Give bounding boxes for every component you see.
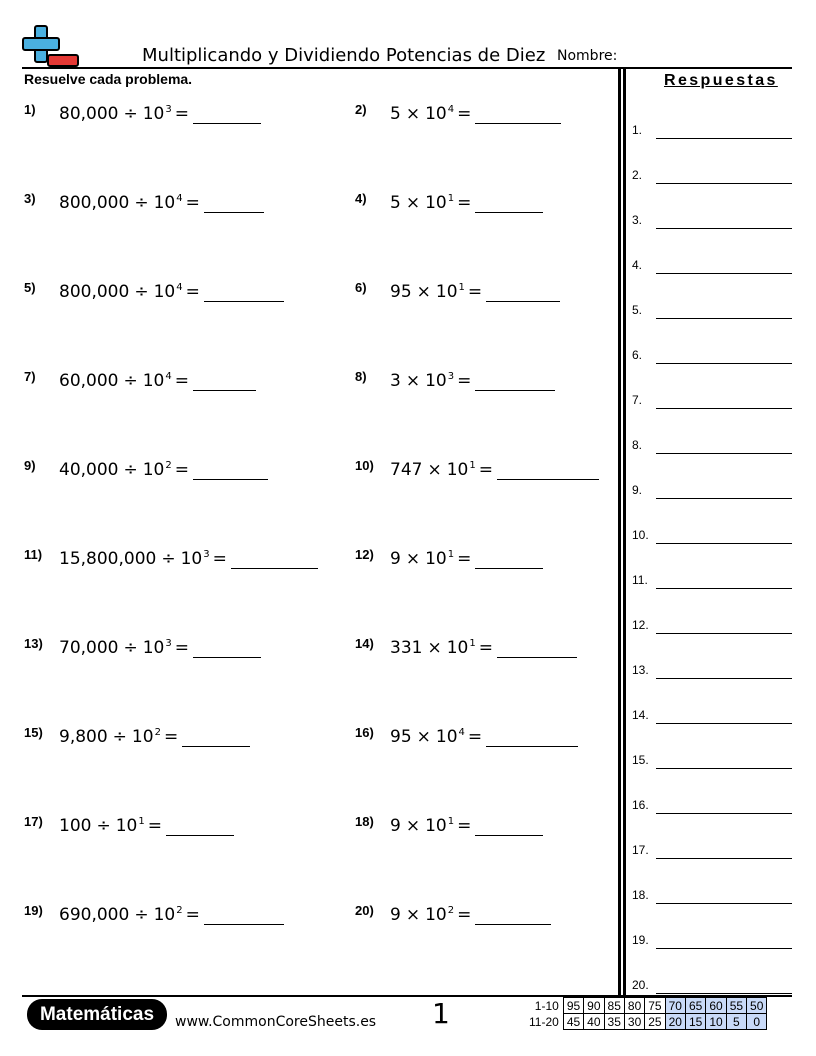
problem-base: 747 (390, 460, 423, 480)
problem-expression (390, 905, 551, 925)
problem-exponent: 3 (203, 549, 210, 560)
answer-line[interactable] (656, 768, 792, 769)
problem-exponent: 1 (447, 549, 455, 560)
answer-line[interactable] (656, 453, 792, 454)
answer-row[interactable] (632, 526, 792, 546)
answer-number: 19. (632, 933, 649, 947)
problem-expression (59, 727, 250, 747)
problem-operator: ÷ (96, 816, 111, 836)
answer-blank[interactable] (475, 907, 551, 925)
answer-number: 2. (632, 168, 643, 182)
power-base: 10 (115, 816, 138, 836)
answer-line[interactable] (656, 678, 792, 679)
answer-number: 9. (632, 483, 643, 497)
score-cell: 75 (645, 998, 665, 1014)
score-cell: 30 (624, 1014, 644, 1030)
problem-expression (390, 549, 543, 569)
equals-sign: = (163, 727, 179, 747)
answer-line[interactable] (656, 228, 792, 229)
problem-expression (59, 816, 234, 836)
problem-number: 13) (24, 636, 43, 651)
problem-operator: ÷ (134, 282, 149, 302)
problem-exponent: 3 (165, 104, 172, 115)
answer-number: 14. (632, 708, 649, 722)
problem-exponent: 2 (176, 905, 183, 916)
answer-line[interactable] (656, 318, 792, 319)
answer-row[interactable] (632, 256, 792, 276)
answer-line[interactable] (656, 273, 792, 274)
problem-exponent: 1 (447, 193, 455, 204)
equals-sign: = (174, 460, 189, 480)
problem-number: 18) (355, 814, 374, 829)
answer-blank[interactable] (475, 818, 543, 836)
problem-number: 15) (24, 725, 43, 740)
plus-minus-logo (22, 24, 80, 68)
equals-sign: = (457, 816, 472, 836)
problem-base: 9 (390, 549, 401, 569)
answer-number: 8. (632, 438, 643, 452)
answers-title: Respuestas (664, 72, 778, 89)
answer-blank[interactable] (193, 462, 268, 480)
answer-row[interactable] (632, 301, 792, 321)
problem-base: 70,000 (59, 638, 119, 658)
power-base: 10 (425, 549, 447, 569)
answer-row[interactable] (632, 976, 792, 996)
problem-number: 20) (355, 903, 374, 918)
score-cell: 70 (665, 998, 685, 1014)
equals-sign: = (174, 638, 189, 658)
score-cell: 20 (665, 1014, 685, 1030)
problem-base: 95 (390, 282, 412, 302)
problem-number: 4) (355, 191, 367, 206)
answer-line[interactable] (656, 903, 792, 904)
answer-blank[interactable] (475, 106, 561, 124)
score-cell: 50 (747, 998, 767, 1014)
answer-row[interactable] (632, 346, 792, 366)
answer-column-divider (618, 69, 626, 996)
power-base: 10 (153, 282, 176, 302)
answer-number: 20. (632, 978, 649, 992)
answer-row[interactable] (632, 571, 792, 591)
power-base: 10 (435, 727, 458, 747)
problem-base: 9,800 (59, 727, 108, 747)
answer-row[interactable] (632, 616, 792, 636)
problem-base: 5 (390, 193, 401, 213)
problem-expression (59, 638, 261, 658)
answer-blank[interactable] (193, 106, 261, 124)
score-cell: 5 (726, 1014, 746, 1030)
problem-operator: × (416, 282, 431, 302)
score-row (526, 998, 767, 1014)
equals-sign: = (457, 371, 472, 391)
answer-line[interactable] (656, 723, 792, 724)
problem-base: 80,000 (59, 104, 119, 124)
equals-sign: = (467, 282, 483, 302)
answer-line[interactable] (656, 408, 792, 409)
problem-number: 8) (355, 369, 367, 384)
answer-number: 10. (632, 528, 649, 542)
answer-line[interactable] (656, 588, 792, 589)
page-title: Multiplicando y Dividiendo Potencias de Diez (142, 45, 546, 66)
problem-exponent: 1 (469, 460, 476, 471)
problem-operator: × (427, 638, 442, 658)
equals-sign: = (147, 816, 162, 836)
answer-blank[interactable] (204, 195, 264, 213)
score-cell: 80 (624, 998, 644, 1014)
answer-line[interactable] (656, 138, 792, 139)
score-cell: 90 (584, 998, 604, 1014)
problem-exponent: 1 (138, 816, 145, 827)
answer-number: 3. (632, 213, 643, 227)
problem-exponent: 1 (458, 282, 465, 293)
problem-exponent: 4 (176, 282, 183, 293)
problem-operator: × (405, 816, 421, 836)
equals-sign: = (457, 549, 472, 569)
answer-blank[interactable] (193, 640, 261, 658)
answer-blank[interactable] (475, 551, 543, 569)
answer-line[interactable] (656, 813, 792, 814)
equals-sign: = (478, 638, 493, 658)
brand-badge: Matemáticas (27, 999, 167, 1030)
answer-number: 16. (632, 798, 649, 812)
equals-sign: = (212, 549, 227, 569)
problem-base: 40,000 (59, 460, 119, 480)
problem-expression (59, 371, 256, 391)
answer-row[interactable] (632, 211, 792, 231)
problem-base: 9 (390, 816, 401, 836)
power-base: 10 (142, 638, 165, 658)
problem-operator: × (405, 104, 421, 124)
equals-sign: = (478, 460, 493, 480)
power-base: 10 (425, 816, 447, 836)
answer-number: 6. (632, 348, 643, 362)
score-cell: 95 (563, 998, 583, 1014)
score-cell: 60 (706, 998, 726, 1014)
answer-number: 5. (632, 303, 643, 317)
problem-exponent: 1 (447, 816, 455, 827)
answer-number: 1. (632, 123, 643, 137)
answer-blank[interactable] (497, 462, 599, 480)
answer-line[interactable] (656, 948, 792, 949)
problem-exponent: 3 (165, 638, 172, 649)
name-label: Nombre: (557, 48, 618, 64)
power-base: 10 (180, 549, 203, 569)
equals-sign: = (457, 193, 472, 213)
problem-base: 3 (390, 371, 401, 391)
problem-base: 15,800,000 (59, 549, 157, 569)
answer-line[interactable] (656, 993, 792, 994)
answer-blank[interactable] (486, 284, 560, 302)
problem-expression (59, 282, 284, 302)
power-base: 10 (142, 460, 165, 480)
problem-exponent: 3 (447, 371, 455, 382)
score-cell: 65 (685, 998, 705, 1014)
answer-blank[interactable] (486, 729, 578, 747)
power-base: 10 (153, 905, 176, 925)
problem-operator: × (405, 371, 421, 391)
answer-number: 11. (632, 573, 648, 587)
problem-base: 800,000 (59, 193, 130, 213)
score-cell: 0 (747, 1014, 767, 1030)
problem-operator: × (427, 460, 442, 480)
power-base: 10 (446, 638, 469, 658)
power-base: 10 (435, 282, 458, 302)
problem-expression (59, 460, 268, 480)
problem-number: 2) (355, 102, 367, 117)
answer-row[interactable] (632, 121, 792, 141)
answer-row[interactable] (632, 796, 792, 816)
answer-row[interactable] (632, 436, 792, 456)
score-row-label: 11-20 (529, 1014, 559, 1029)
equals-sign: = (457, 905, 472, 925)
problem-base: 95 (390, 727, 412, 747)
answer-number: 15. (632, 753, 649, 767)
problem-exponent: 4 (447, 104, 455, 115)
score-cell: 15 (685, 1014, 705, 1030)
problem-expression (390, 638, 577, 658)
problem-operator: ÷ (123, 460, 138, 480)
problem-number: 6) (355, 280, 367, 295)
power-base: 10 (425, 104, 447, 124)
answer-line[interactable] (656, 498, 792, 499)
answer-blank[interactable] (204, 907, 284, 925)
problem-base: 9 (390, 905, 401, 925)
answer-number: 13. (632, 663, 649, 677)
problem-exponent: 2 (154, 727, 161, 738)
answer-number: 4. (632, 258, 643, 272)
problem-number: 10) (355, 458, 374, 473)
problem-expression (59, 905, 284, 925)
equals-sign: = (185, 282, 200, 302)
score-row (526, 1014, 767, 1030)
problem-expression (59, 549, 318, 569)
problem-operator: ÷ (134, 193, 149, 213)
problem-base: 690,000 (59, 905, 130, 925)
problem-expression (59, 104, 261, 124)
answer-row[interactable] (632, 661, 792, 681)
problem-operator: × (405, 905, 421, 925)
score-row-label: 1-10 (534, 998, 559, 1013)
problem-exponent: 1 (469, 638, 476, 649)
instructions: Resuelve cada problema. (24, 71, 193, 87)
problem-expression (390, 460, 599, 480)
problem-operator: × (405, 549, 421, 569)
power-base: 10 (425, 905, 447, 925)
problem-operator: × (405, 193, 421, 213)
site-url: www.CommonCoreSheets.es (175, 1014, 377, 1030)
equals-sign: = (174, 371, 189, 391)
problem-number: 3) (24, 191, 36, 206)
equals-sign: = (185, 905, 200, 925)
problem-expression (59, 193, 264, 213)
problem-base: 5 (390, 104, 401, 124)
answer-line[interactable] (656, 858, 792, 859)
problem-expression (390, 104, 561, 124)
equals-sign: = (174, 104, 189, 124)
problem-number: 19) (24, 903, 43, 918)
problem-exponent: 4 (176, 193, 183, 204)
score-cell: 55 (726, 998, 746, 1014)
problem-number: 7) (24, 369, 36, 384)
answer-number: 12. (632, 618, 649, 632)
power-base: 10 (446, 460, 469, 480)
problem-number: 16) (355, 725, 374, 740)
answer-number: 17. (632, 843, 649, 857)
answer-blank[interactable] (193, 373, 256, 391)
score-cell: 25 (645, 1014, 665, 1030)
answer-row[interactable] (632, 706, 792, 726)
problem-number: 11) (24, 547, 43, 562)
problem-exponent: 2 (447, 905, 455, 916)
answer-number: 7. (632, 393, 643, 407)
problem-number: 9) (24, 458, 36, 473)
answer-row[interactable] (632, 931, 792, 951)
power-base: 10 (153, 193, 176, 213)
problem-base: 100 (59, 816, 92, 836)
answer-blank[interactable] (475, 195, 543, 213)
answer-row[interactable] (632, 391, 792, 411)
score-cell: 45 (563, 1014, 583, 1030)
problem-number: 14) (355, 636, 374, 651)
score-table (526, 997, 767, 1030)
equals-sign: = (467, 727, 483, 747)
answer-blank[interactable] (497, 640, 577, 658)
score-cell: 85 (604, 998, 624, 1014)
problem-expression (390, 727, 578, 747)
answer-row[interactable] (632, 841, 792, 861)
answer-line[interactable] (656, 183, 792, 184)
problem-exponent: 2 (165, 460, 172, 471)
answer-line[interactable] (656, 633, 792, 634)
power-base: 10 (425, 371, 447, 391)
problem-operator: ÷ (123, 371, 138, 391)
score-cell: 10 (706, 1014, 726, 1030)
problem-expression (390, 282, 560, 302)
problem-number: 12) (355, 547, 374, 562)
problem-number: 1) (24, 102, 36, 117)
answer-row[interactable] (632, 886, 792, 906)
problem-operator: ÷ (123, 638, 138, 658)
problem-operator: ÷ (134, 905, 149, 925)
problem-operator: ÷ (161, 549, 176, 569)
problem-number: 17) (24, 814, 43, 829)
problem-operator: × (416, 727, 431, 747)
score-cell: 35 (604, 1014, 624, 1030)
answer-blank[interactable] (166, 818, 234, 836)
answer-blank[interactable] (182, 729, 250, 747)
score-cell: 40 (584, 1014, 604, 1030)
page-number: 1 (432, 997, 450, 1030)
equals-sign: = (185, 193, 200, 213)
problem-expression (390, 816, 543, 836)
problem-base: 331 (390, 638, 423, 658)
problem-number: 5) (24, 280, 36, 295)
answer-blank[interactable] (475, 373, 555, 391)
answer-blank[interactable] (231, 551, 318, 569)
answer-row[interactable] (632, 166, 792, 186)
problem-expression (390, 371, 555, 391)
problem-base: 60,000 (59, 371, 119, 391)
answer-blank[interactable] (204, 284, 284, 302)
equals-sign: = (457, 104, 472, 124)
header-divider (22, 67, 792, 69)
answer-number: 18. (632, 888, 649, 902)
answer-row[interactable] (632, 751, 792, 771)
power-base: 10 (142, 371, 165, 391)
answer-line[interactable] (656, 543, 792, 544)
problem-exponent: 4 (165, 371, 172, 382)
power-base: 10 (425, 193, 447, 213)
problem-operator: ÷ (123, 104, 138, 124)
problem-base: 800,000 (59, 282, 130, 302)
power-base: 10 (131, 727, 154, 747)
problem-expression (390, 193, 543, 213)
power-base: 10 (142, 104, 165, 124)
answer-row[interactable] (632, 481, 792, 501)
answer-line[interactable] (656, 363, 792, 364)
problem-operator: ÷ (112, 727, 127, 747)
problem-exponent: 4 (458, 727, 465, 738)
